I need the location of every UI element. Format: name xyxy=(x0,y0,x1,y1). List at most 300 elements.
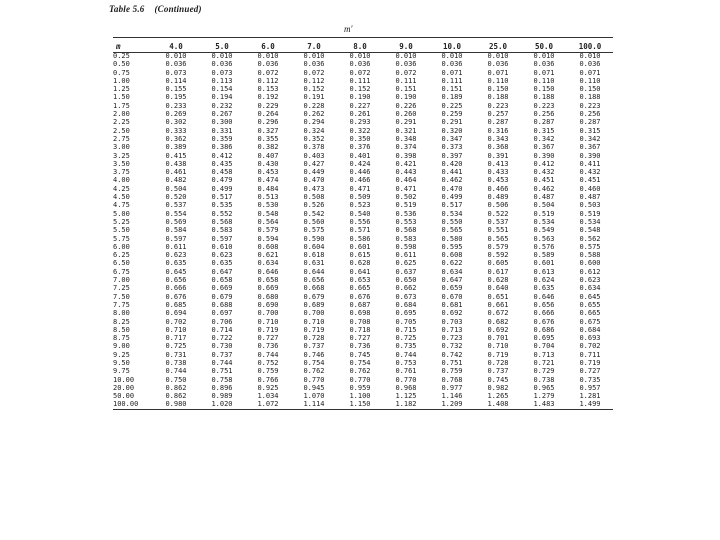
m-value-cell: 1.25 xyxy=(113,85,130,94)
top-rule xyxy=(113,37,613,38)
table-cell: 0.071 xyxy=(533,68,555,77)
table-cell: 0.504 xyxy=(533,201,555,210)
table-cell: 0.376 xyxy=(349,143,371,152)
table-cell: 0.479 xyxy=(211,176,233,185)
table-cell: 0.499 xyxy=(441,193,463,202)
table-cell: 0.623 xyxy=(579,276,601,285)
table-cell: 0.487 xyxy=(533,193,555,202)
table-cell: 0.651 xyxy=(487,292,509,301)
m-value-cell: 8.75 xyxy=(113,334,130,343)
table-cell: 0.682 xyxy=(487,317,509,326)
table-cell: 0.645 xyxy=(165,267,187,276)
table-cell: 0.742 xyxy=(441,350,463,359)
table-cell: 0.549 xyxy=(533,226,555,235)
table-cell: 0.188 xyxy=(579,93,601,102)
table-cell: 0.613 xyxy=(533,267,555,276)
table-cell: 0.719 xyxy=(257,325,279,334)
table-cell: 0.223 xyxy=(579,101,601,110)
table-cell: 0.617 xyxy=(487,267,509,276)
table-cell: 0.071 xyxy=(487,68,509,77)
table-cell: 0.350 xyxy=(349,134,371,143)
table-cell: 0.697 xyxy=(211,309,233,318)
table-cell: 0.729 xyxy=(533,367,555,376)
table-cell: 0.432 xyxy=(533,168,555,177)
table-cell: 0.562 xyxy=(579,234,601,243)
table-cell: 0.700 xyxy=(303,309,325,318)
table-cell: 0.373 xyxy=(441,143,463,152)
table-cell: 0.154 xyxy=(211,85,233,94)
table-cell: 1.020 xyxy=(199,400,245,409)
m-column-header: m xyxy=(116,41,121,51)
m-value-cell: 3.75 xyxy=(113,168,130,177)
table-cell: 0.362 xyxy=(165,134,187,143)
m-value-cell: 9.75 xyxy=(113,367,130,376)
table-cell: 0.959 xyxy=(349,383,371,392)
table-cell: 0.770 xyxy=(395,375,417,384)
table-cell: 0.152 xyxy=(349,85,371,94)
table-cell: 0.575 xyxy=(303,226,325,235)
table-cell: 0.610 xyxy=(211,242,233,251)
m-value-cell: 9.50 xyxy=(113,358,130,367)
table-cell: 0.653 xyxy=(349,276,371,285)
table-row xyxy=(113,143,613,151)
table-cell: 0.717 xyxy=(165,334,187,343)
table-row xyxy=(113,400,613,409)
table-cell: 0.590 xyxy=(303,234,325,243)
table-cell: 1.070 xyxy=(303,392,325,401)
table-cell: 0.957 xyxy=(579,383,601,392)
table-cell: 0.523 xyxy=(349,201,371,210)
table-cell: 0.287 xyxy=(579,118,601,127)
table-cell: 0.261 xyxy=(349,110,371,119)
table-cell: 0.945 xyxy=(303,383,325,392)
table-cell: 0.690 xyxy=(257,300,279,309)
table-cell: 0.745 xyxy=(349,350,371,359)
table-cell: 0.453 xyxy=(487,176,509,185)
table-cell: 0.260 xyxy=(395,110,417,119)
table-cell: 0.461 xyxy=(165,168,187,177)
table-cell: 0.438 xyxy=(165,159,187,168)
table-cell: 0.036 xyxy=(257,60,279,69)
table-cell: 0.071 xyxy=(579,68,601,77)
table-cell: 0.111 xyxy=(349,76,371,85)
m-value-cell: 6.00 xyxy=(113,242,130,251)
table-cell: 0.430 xyxy=(257,159,279,168)
table-cell: 0.315 xyxy=(579,126,601,135)
m-value-cell: 9.25 xyxy=(113,350,130,359)
table-cell: 0.233 xyxy=(165,101,187,110)
table-row xyxy=(113,160,613,168)
table-cell: 0.484 xyxy=(257,184,279,193)
table-cell: 0.389 xyxy=(165,143,187,152)
table-row xyxy=(113,268,613,276)
table-cell: 0.333 xyxy=(165,126,187,135)
table-cell: 0.415 xyxy=(165,151,187,160)
table-cell: 0.661 xyxy=(487,300,509,309)
table-cell: 0.550 xyxy=(441,217,463,226)
table-cell: 0.287 xyxy=(487,118,509,127)
table-row xyxy=(113,235,613,243)
table-row xyxy=(113,276,613,284)
table-cell: 0.650 xyxy=(395,276,417,285)
table-cell: 0.232 xyxy=(211,101,233,110)
table-cell: 0.862 xyxy=(165,383,187,392)
table-cell: 0.896 xyxy=(211,383,233,392)
table-cell: 0.315 xyxy=(533,126,555,135)
table-cell: 0.688 xyxy=(211,300,233,309)
table-cell: 0.535 xyxy=(211,201,233,210)
table-cell: 0.293 xyxy=(349,118,371,127)
table-cell: 0.744 xyxy=(165,367,187,376)
table-cell: 0.737 xyxy=(211,350,233,359)
table-cell: 0.681 xyxy=(441,300,463,309)
table-cell: 0.768 xyxy=(441,375,463,384)
table-cell: 0.611 xyxy=(165,242,187,251)
table-row xyxy=(113,293,613,301)
table-cell: 0.114 xyxy=(165,76,187,85)
table-cell: 0.575 xyxy=(579,242,601,251)
table-cell: 1.146 xyxy=(441,392,463,401)
table-cell: 0.390 xyxy=(533,151,555,160)
m-value-cell: 8.00 xyxy=(113,309,130,318)
table-cell: 0.073 xyxy=(165,68,187,77)
table-cell: 0.464 xyxy=(395,176,417,185)
table-cell: 0.658 xyxy=(211,276,233,285)
table-cell: 0.705 xyxy=(395,317,417,326)
table-cell: 0.036 xyxy=(487,60,509,69)
table-cell: 0.072 xyxy=(395,68,417,77)
table-cell: 0.453 xyxy=(257,168,279,177)
table-cell: 0.980 xyxy=(153,400,199,409)
table-cell: 0.564 xyxy=(257,217,279,226)
table-cell: 0.644 xyxy=(303,267,325,276)
table-cell: 0.736 xyxy=(349,342,371,351)
table-cell: 0.347 xyxy=(441,134,463,143)
table-cell: 0.751 xyxy=(441,358,463,367)
m-value-cell: 50.00 xyxy=(113,392,135,401)
table-cell: 0.583 xyxy=(211,226,233,235)
m-value-cell: 7.25 xyxy=(113,284,130,293)
table-cell: 0.625 xyxy=(395,259,417,268)
table-cell: 0.731 xyxy=(165,350,187,359)
table-cell: 0.646 xyxy=(533,292,555,301)
table-cell: 0.670 xyxy=(441,292,463,301)
table-cell: 0.110 xyxy=(533,76,555,85)
table-cell: 0.449 xyxy=(303,168,325,177)
table-cell: 0.622 xyxy=(441,259,463,268)
table-cell: 0.223 xyxy=(533,101,555,110)
table-cell: 1.209 xyxy=(429,400,475,409)
table-cell: 0.568 xyxy=(395,226,417,235)
table-cell: 0.517 xyxy=(211,193,233,202)
table-cell: 0.601 xyxy=(533,259,555,268)
table-cell: 0.618 xyxy=(303,251,325,260)
table-cell: 0.770 xyxy=(303,375,325,384)
table-row xyxy=(113,342,613,350)
table-cell: 0.711 xyxy=(579,350,601,359)
table-cell: 0.710 xyxy=(303,317,325,326)
table-cell: 0.647 xyxy=(211,267,233,276)
table-cell: 0.466 xyxy=(487,184,509,193)
table-cell: 0.615 xyxy=(349,251,371,260)
table-cell: 0.676 xyxy=(165,292,187,301)
table-cell: 0.302 xyxy=(165,118,187,127)
table-cell: 0.600 xyxy=(579,259,601,268)
m-value-cell: 6.50 xyxy=(113,259,130,268)
table-cell: 0.977 xyxy=(441,383,463,392)
table-cell: 0.727 xyxy=(257,334,279,343)
m-value-cell: 1.00 xyxy=(113,76,130,85)
table-cell: 0.766 xyxy=(257,375,279,384)
table-cell: 0.676 xyxy=(349,292,371,301)
m-value-cell: 6.75 xyxy=(113,267,130,276)
table-cell: 0.513 xyxy=(257,193,279,202)
table-cell: 0.553 xyxy=(395,217,417,226)
table-cell: 0.641 xyxy=(349,267,371,276)
table-row xyxy=(113,69,613,77)
table-cell: 0.441 xyxy=(441,168,463,177)
table-cell: 0.110 xyxy=(487,76,509,85)
table-cell: 0.150 xyxy=(579,85,601,94)
table-cell: 0.411 xyxy=(579,159,601,168)
table-cell: 0.010 xyxy=(211,52,233,60)
table-cell: 0.324 xyxy=(303,126,325,135)
table-cell: 0.359 xyxy=(211,134,233,143)
table-row xyxy=(113,118,613,126)
table-cell: 0.331 xyxy=(211,126,233,135)
table-cell: 0.730 xyxy=(211,342,233,351)
table-cell: 0.036 xyxy=(533,60,555,69)
table-cell: 0.695 xyxy=(395,309,417,318)
table-cell: 0.256 xyxy=(579,110,601,119)
table-cell: 0.188 xyxy=(487,93,509,102)
table-row xyxy=(113,226,613,234)
table-cell: 0.862 xyxy=(165,392,187,401)
table-cell: 0.155 xyxy=(165,85,187,94)
table-cell: 0.698 xyxy=(349,309,371,318)
table-cell: 0.112 xyxy=(257,76,279,85)
table-cell: 0.446 xyxy=(349,168,371,177)
table-cell: 0.675 xyxy=(579,317,601,326)
table-cell: 0.659 xyxy=(441,284,463,293)
table-cell: 0.150 xyxy=(487,85,509,94)
table-cell: 0.702 xyxy=(165,317,187,326)
m-value-cell: 4.75 xyxy=(113,201,130,210)
table-cell: 0.656 xyxy=(165,276,187,285)
table-cell: 0.421 xyxy=(395,159,417,168)
table-cell: 0.754 xyxy=(303,358,325,367)
table-cell: 0.194 xyxy=(211,93,233,102)
table-cell: 0.710 xyxy=(165,325,187,334)
table-cell: 0.036 xyxy=(165,60,187,69)
table-cell: 0.367 xyxy=(579,143,601,152)
table-cell: 0.287 xyxy=(533,118,555,127)
table-cell: 0.526 xyxy=(303,201,325,210)
table-row xyxy=(113,193,613,201)
table-cell: 0.605 xyxy=(487,259,509,268)
table-row xyxy=(113,127,613,135)
table-cell: 0.471 xyxy=(395,184,417,193)
table-cell: 0.343 xyxy=(487,134,509,143)
m-value-cell: 4.25 xyxy=(113,184,130,193)
table-cell: 0.560 xyxy=(303,217,325,226)
table-cell: 0.687 xyxy=(349,300,371,309)
table-cell: 0.694 xyxy=(165,309,187,318)
m-prime-column-group-label: m' xyxy=(344,24,353,34)
table-cell: 0.634 xyxy=(257,259,279,268)
table-cell: 0.735 xyxy=(579,375,601,384)
table-cell: 0.665 xyxy=(579,309,601,318)
table-row xyxy=(113,251,613,259)
table-cell: 1.114 xyxy=(291,400,337,409)
table-cell: 0.746 xyxy=(303,350,325,359)
table-cell: 0.725 xyxy=(395,334,417,343)
table-cell: 0.537 xyxy=(487,217,509,226)
table-cell: 0.608 xyxy=(441,251,463,260)
table-cell: 0.673 xyxy=(395,292,417,301)
table-cell: 0.563 xyxy=(533,234,555,243)
table-cell: 0.714 xyxy=(211,325,233,334)
table-cell: 0.713 xyxy=(441,325,463,334)
table-cell: 0.676 xyxy=(533,317,555,326)
table-cell: 0.433 xyxy=(487,168,509,177)
table-cell: 0.264 xyxy=(257,110,279,119)
table-cell: 0.227 xyxy=(349,101,371,110)
table-cell: 0.718 xyxy=(349,325,371,334)
table-row xyxy=(113,326,613,334)
table-continued-note: (Continued) xyxy=(154,4,202,14)
table-cell: 0.604 xyxy=(303,242,325,251)
table-cell: 0.713 xyxy=(533,350,555,359)
table-cell: 0.635 xyxy=(165,259,187,268)
table-cell: 0.754 xyxy=(349,358,371,367)
table-cell: 0.509 xyxy=(349,193,371,202)
table-cell: 0.744 xyxy=(257,350,279,359)
table-cell: 1.499 xyxy=(567,400,613,409)
table-row xyxy=(113,376,613,384)
m-value-cell: 0.75 xyxy=(113,68,130,77)
table-cell: 0.689 xyxy=(303,300,325,309)
m-value-cell: 0.50 xyxy=(113,60,130,69)
table-cell: 0.692 xyxy=(487,325,509,334)
table-cell: 0.579 xyxy=(257,226,279,235)
table-cell: 1.034 xyxy=(257,392,279,401)
table-cell: 0.269 xyxy=(165,110,187,119)
table-cell: 0.036 xyxy=(579,60,601,69)
table-cell: 0.658 xyxy=(257,276,279,285)
table-cell: 0.534 xyxy=(533,217,555,226)
table-cell: 0.401 xyxy=(349,151,371,160)
table-cell: 0.403 xyxy=(303,151,325,160)
table-cell: 0.576 xyxy=(533,242,555,251)
table-cell: 0.551 xyxy=(487,226,509,235)
table-cell: 0.294 xyxy=(303,118,325,127)
m-value-cell: 7.75 xyxy=(113,300,130,309)
table-cell: 0.655 xyxy=(579,300,601,309)
table-cell: 0.386 xyxy=(211,143,233,152)
table-cell: 0.580 xyxy=(441,234,463,243)
table-cell: 0.506 xyxy=(487,201,509,210)
table-cell: 0.669 xyxy=(257,284,279,293)
m-value-cell: 2.00 xyxy=(113,110,130,119)
table-cell: 0.342 xyxy=(579,134,601,143)
table-cell: 0.623 xyxy=(211,251,233,260)
table-cell: 0.612 xyxy=(579,267,601,276)
table-cell: 0.589 xyxy=(533,251,555,260)
table-cell: 0.759 xyxy=(257,367,279,376)
column-header: 8.0 xyxy=(353,41,367,51)
table-cell: 0.112 xyxy=(303,76,325,85)
table-cell: 1.408 xyxy=(475,400,521,409)
table-cell: 0.592 xyxy=(487,251,509,260)
m-value-cell: 2.75 xyxy=(113,134,130,143)
table-cell: 0.692 xyxy=(441,309,463,318)
table-cell: 0.534 xyxy=(579,217,601,226)
table-cell: 0.537 xyxy=(165,201,187,210)
table-cell: 0.355 xyxy=(257,134,279,143)
table-cell: 0.597 xyxy=(211,234,233,243)
table-cell: 0.624 xyxy=(533,276,555,285)
table-cell: 0.296 xyxy=(257,118,279,127)
table-cell: 0.737 xyxy=(487,367,509,376)
table-cell: 0.368 xyxy=(487,143,509,152)
table-cell: 0.647 xyxy=(441,276,463,285)
table-cell: 0.036 xyxy=(349,60,371,69)
table-cell: 0.451 xyxy=(533,176,555,185)
m-value-cell: 5.00 xyxy=(113,209,130,218)
table-cell: 0.291 xyxy=(395,118,417,127)
table-cell: 0.679 xyxy=(211,292,233,301)
table-cell: 0.706 xyxy=(211,317,233,326)
table-cell: 0.489 xyxy=(487,193,509,202)
table-cell: 0.744 xyxy=(211,358,233,367)
table-cell: 0.462 xyxy=(533,184,555,193)
table-cell: 0.482 xyxy=(165,176,187,185)
table-row xyxy=(113,60,613,68)
m-value-cell: 6.25 xyxy=(113,251,130,260)
table-cell: 0.695 xyxy=(533,334,555,343)
table-cell: 0.595 xyxy=(441,242,463,251)
table-cell: 0.715 xyxy=(395,325,417,334)
table-cell: 0.225 xyxy=(441,101,463,110)
table-cell: 0.601 xyxy=(349,242,371,251)
table-cell: 0.391 xyxy=(487,151,509,160)
table-cell: 0.036 xyxy=(303,60,325,69)
table-cell: 0.701 xyxy=(487,334,509,343)
table-number: Table 5.6 xyxy=(109,4,145,14)
table-row xyxy=(113,284,613,292)
table-cell: 0.565 xyxy=(441,226,463,235)
table-cell: 0.412 xyxy=(533,159,555,168)
table-cell: 0.195 xyxy=(165,93,187,102)
table-cell: 0.611 xyxy=(395,251,417,260)
table-cell: 0.554 xyxy=(165,209,187,218)
m-value-cell: 20.00 xyxy=(113,383,135,392)
table-cell: 0.680 xyxy=(257,292,279,301)
table-cell: 0.432 xyxy=(579,168,601,177)
table-cell: 0.968 xyxy=(395,383,417,392)
table-cell: 0.679 xyxy=(303,292,325,301)
table-cell: 0.722 xyxy=(211,334,233,343)
table-cell: 0.583 xyxy=(395,234,417,243)
table-cell: 0.471 xyxy=(349,184,371,193)
m-value-cell: 7.50 xyxy=(113,292,130,301)
table-cell: 0.300 xyxy=(211,118,233,127)
table-cell: 0.036 xyxy=(211,60,233,69)
table-cell: 0.342 xyxy=(533,134,555,143)
m-value-cell: 8.25 xyxy=(113,317,130,326)
table-cell: 0.700 xyxy=(257,309,279,318)
